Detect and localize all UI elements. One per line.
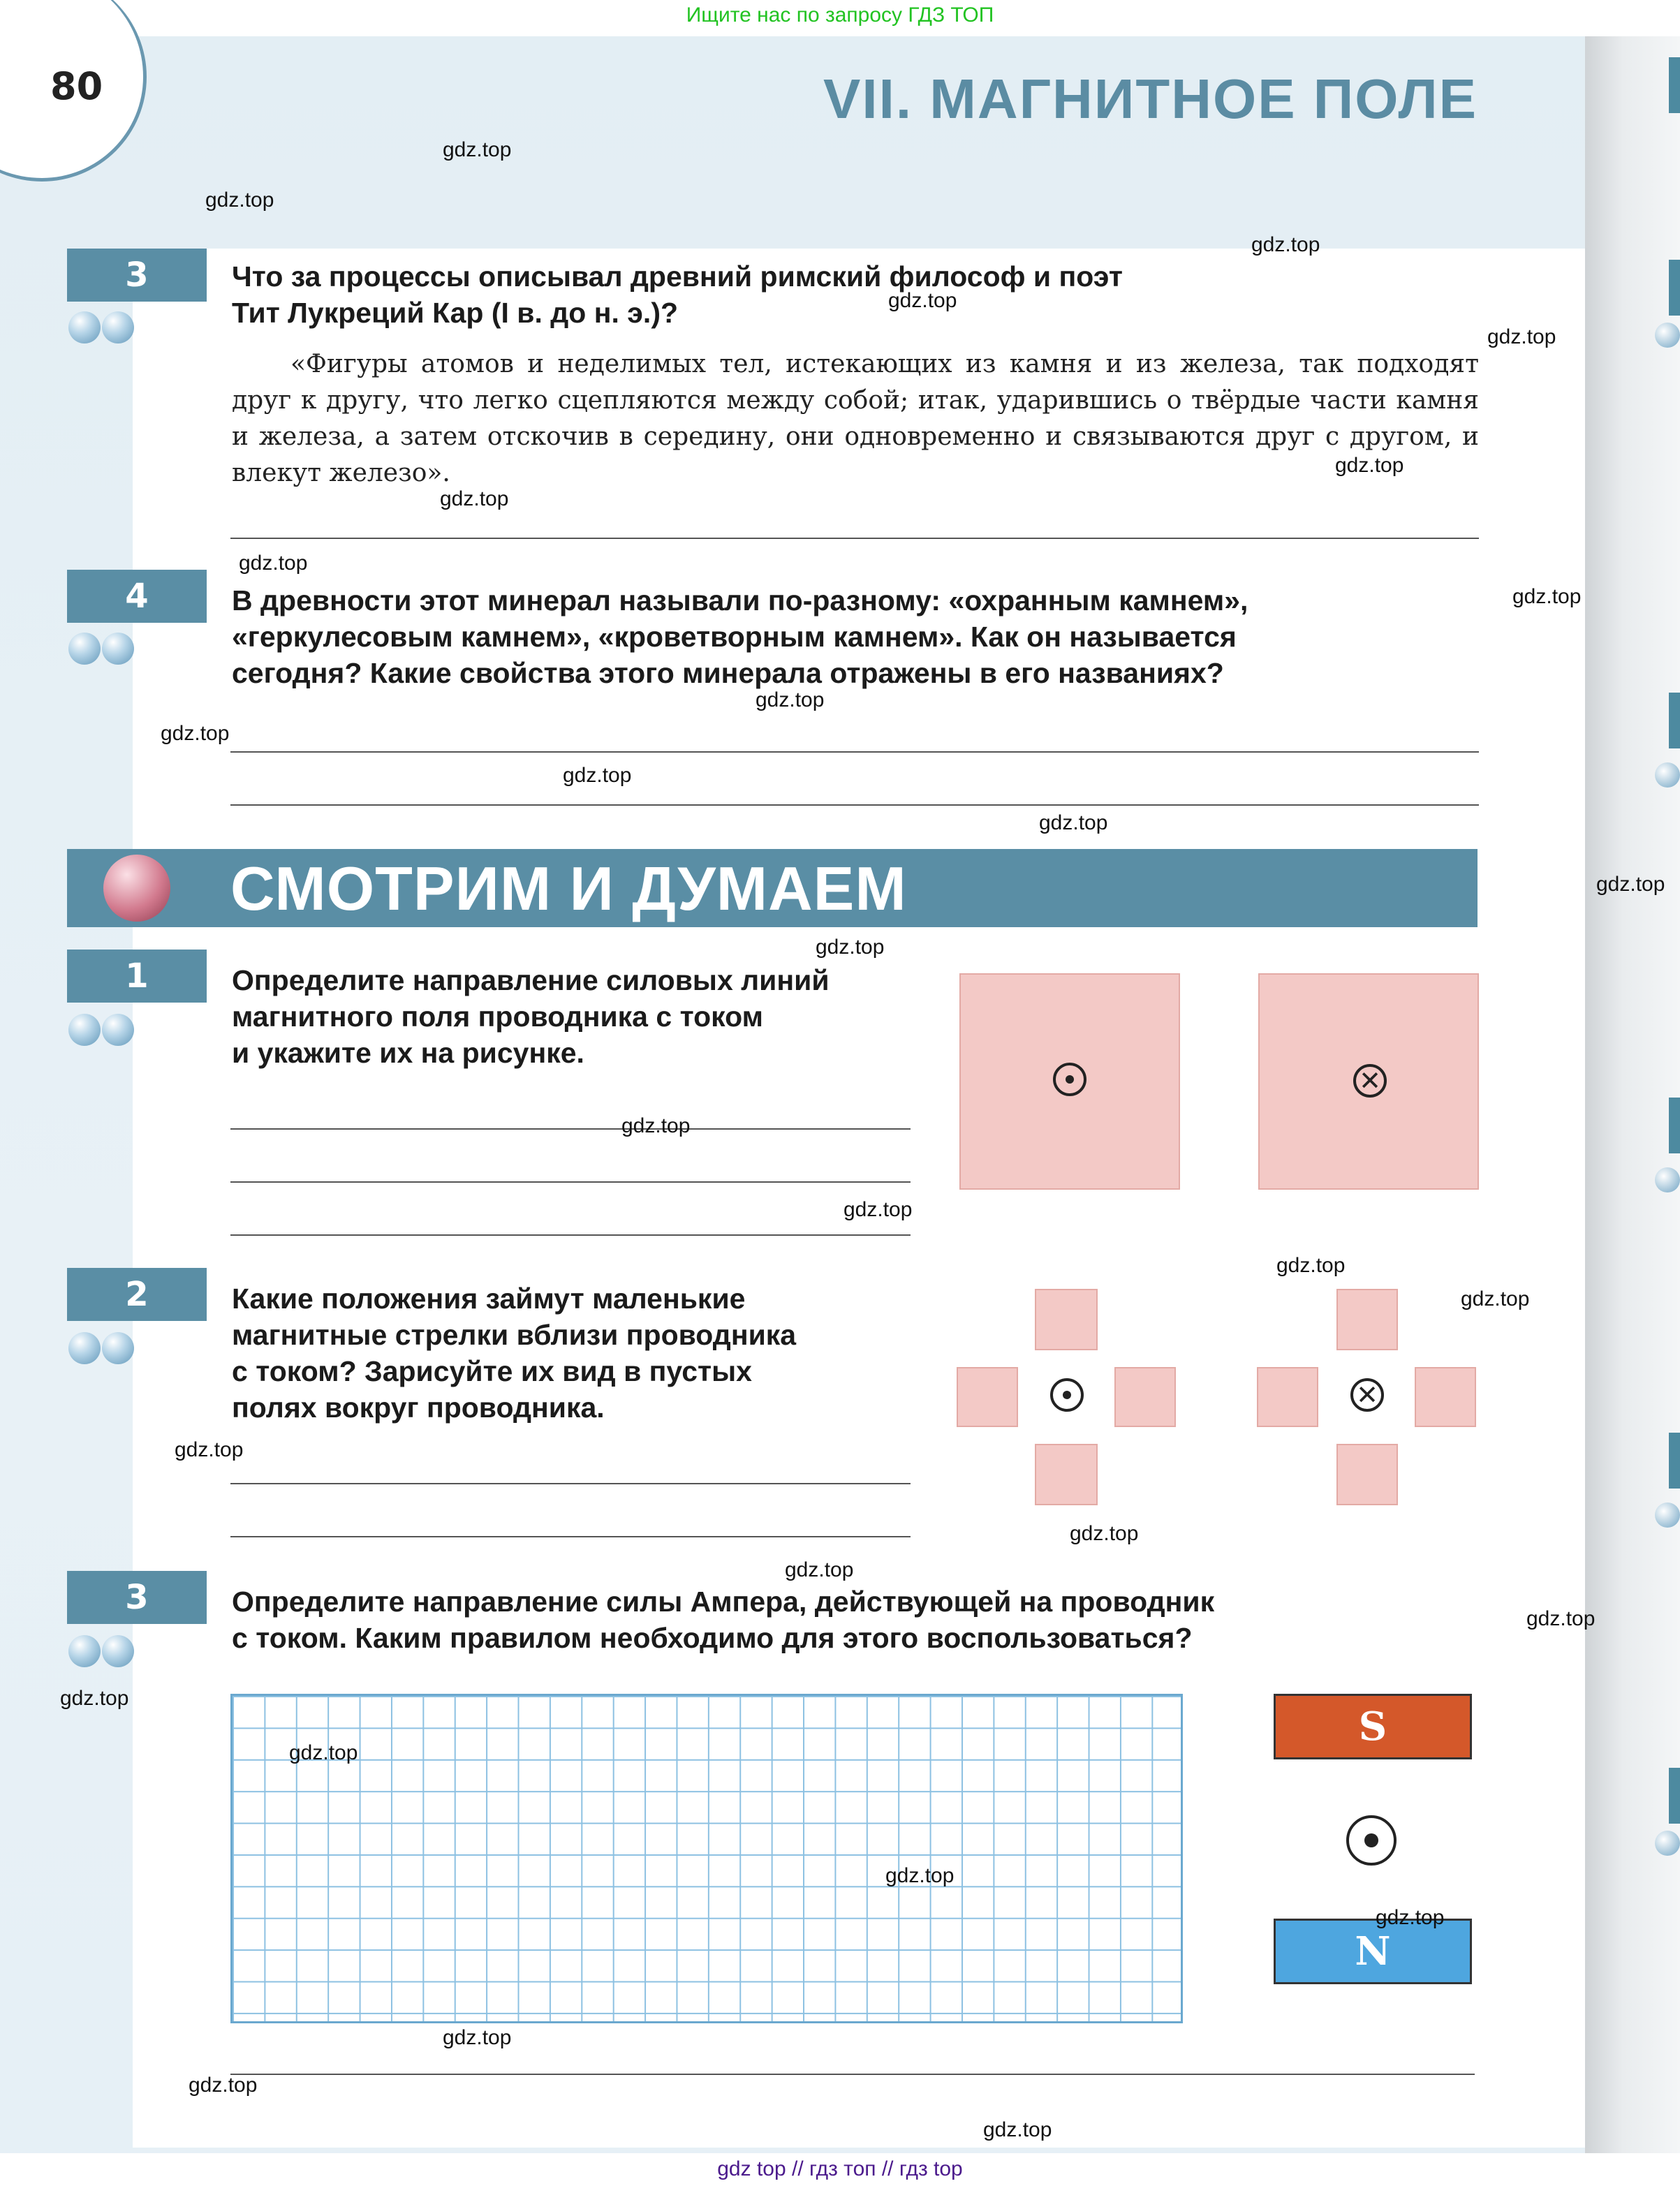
answer-line[interactable] bbox=[230, 751, 1479, 753]
question-line: В древности этот минерал называли по-разному: «охранным камнем», bbox=[232, 584, 1248, 616]
question-line: Что за процессы описывал древний римский философ и поэт bbox=[232, 260, 1123, 293]
watermark: gdz.top bbox=[888, 289, 957, 312]
task-question bbox=[232, 1280, 796, 1426]
task-number-badge: 4 bbox=[67, 570, 207, 623]
watermark: gdz.top bbox=[1526, 1607, 1596, 1630]
watermark: gdz.top bbox=[621, 1114, 691, 1137]
adjacent-page-edge bbox=[1585, 36, 1680, 2153]
current-out-icon bbox=[1050, 1378, 1084, 1412]
watermark: gdz.top bbox=[1070, 1522, 1139, 1545]
watermark: gdz.top bbox=[1335, 454, 1404, 477]
adjacent-tab bbox=[1669, 1098, 1680, 1153]
watermark: gdz.top bbox=[440, 487, 509, 510]
chapter-title: VII. МАГНИТНОЕ ПОЛЕ bbox=[823, 68, 1478, 130]
difficulty-icon bbox=[68, 633, 134, 665]
adjacent-tab bbox=[1669, 693, 1680, 748]
adjacent-tab bbox=[1669, 1433, 1680, 1489]
adjacent-tab bbox=[1669, 1768, 1680, 1824]
task-number-badge: 2 bbox=[67, 1268, 207, 1321]
watermark: gdz.top bbox=[1039, 811, 1108, 834]
compass-field-bottom[interactable] bbox=[1035, 1444, 1098, 1505]
watermark: gdz.top bbox=[1376, 1906, 1445, 1929]
watermark: gdz.top bbox=[161, 722, 230, 745]
watermark: gdz.top bbox=[205, 189, 274, 212]
watermark: gdz.top bbox=[563, 764, 632, 787]
answer-line[interactable] bbox=[230, 1128, 911, 1130]
watermark: gdz.top bbox=[983, 2118, 1052, 2141]
question-line: полях вокруг проводника. bbox=[232, 1391, 605, 1424]
question-line: магнитные стрелки вблизи проводника bbox=[232, 1319, 797, 1351]
answer-line[interactable] bbox=[230, 538, 1479, 539]
watermark: gdz.top bbox=[289, 1741, 358, 1764]
question-line: сегодня? Какие свойства этого минерала отражены в его названиях? bbox=[232, 657, 1224, 689]
task-question bbox=[232, 582, 1248, 691]
watermark: gdz.top bbox=[443, 138, 512, 161]
watermark: gdz.top bbox=[1461, 1287, 1530, 1310]
watermark: gdz.top bbox=[1487, 325, 1556, 348]
compass-field-top[interactable] bbox=[1035, 1289, 1098, 1350]
watermark: gdz.top bbox=[785, 1558, 854, 1581]
answer-line[interactable] bbox=[230, 1181, 911, 1183]
answer-line[interactable] bbox=[230, 1234, 911, 1236]
compass-field-left[interactable] bbox=[957, 1367, 1018, 1427]
question-line: Определите направление силовых линий bbox=[232, 964, 830, 996]
watermark: gdz.top bbox=[816, 936, 885, 959]
magnet-north-pole: N bbox=[1274, 1919, 1472, 1984]
section-title: СМОТРИМ И ДУМАЕМ bbox=[230, 854, 907, 923]
watermark: gdz.top bbox=[1512, 585, 1582, 608]
answer-line[interactable] bbox=[230, 804, 1479, 806]
adjacent-ball-icon bbox=[1655, 1831, 1680, 1856]
current-out-icon bbox=[1053, 1063, 1086, 1096]
adjacent-ball-icon bbox=[1655, 1167, 1680, 1192]
watermark: gdz.top bbox=[885, 1864, 955, 1887]
task-question bbox=[232, 962, 830, 1071]
compass-field-right[interactable] bbox=[1114, 1367, 1176, 1427]
question-line: с током? Зарисуйте их вид в пустых bbox=[232, 1355, 752, 1387]
question-line: Какие положения займут маленькие bbox=[232, 1283, 746, 1315]
difficulty-icon bbox=[68, 311, 134, 344]
difficulty-icon bbox=[68, 1014, 134, 1046]
watermark: gdz.top bbox=[443, 2026, 512, 2049]
watermark: gdz.top bbox=[189, 2074, 258, 2097]
task-number-badge: 3 bbox=[67, 249, 207, 302]
top-banner[interactable]: Ищите нас по запросу ГДЗ ТОП bbox=[0, 0, 1680, 36]
magnet-south-pole: S bbox=[1274, 1694, 1472, 1759]
answer-line[interactable] bbox=[230, 1536, 911, 1537]
difficulty-icon bbox=[68, 1332, 134, 1364]
watermark: gdz.top bbox=[1251, 233, 1320, 256]
task-question bbox=[232, 258, 1123, 331]
answer-line[interactable] bbox=[230, 1483, 911, 1484]
adjacent-ball-icon bbox=[1655, 1502, 1680, 1528]
question-line: с током. Каким правилом необходимо для этого воспользоваться? bbox=[232, 1622, 1193, 1654]
question-line: Определите направление силы Ампера, действующей на проводник bbox=[232, 1586, 1215, 1618]
task-number-badge: 1 bbox=[67, 950, 207, 1003]
compass-field-right[interactable] bbox=[1415, 1367, 1476, 1427]
current-in-icon: ✕ bbox=[1350, 1378, 1384, 1412]
watermark: gdz.top bbox=[1596, 873, 1665, 896]
watermark: gdz.top bbox=[756, 688, 825, 711]
question-line: магнитного поля проводника с током bbox=[232, 1000, 763, 1033]
watermark: gdz.top bbox=[60, 1687, 129, 1710]
drawing-grid[interactable] bbox=[230, 1694, 1183, 2023]
watermark: gdz.top bbox=[843, 1198, 913, 1221]
adjacent-ball-icon bbox=[1655, 323, 1680, 348]
task-question bbox=[232, 1583, 1214, 1656]
sphere-icon bbox=[103, 855, 170, 922]
compass-field-bottom[interactable] bbox=[1336, 1444, 1398, 1505]
watermark: gdz.top bbox=[1276, 1254, 1346, 1277]
page-number: 80 bbox=[50, 64, 103, 108]
question-line: «геркулесовым камнем», «кроветворным камнем». Как он называется bbox=[232, 621, 1237, 653]
bottom-banner[interactable]: gdz top // гдз топ // гдз top bbox=[0, 2153, 1680, 2186]
adjacent-tab bbox=[1669, 260, 1680, 316]
answer-line[interactable] bbox=[230, 2074, 1475, 2075]
difficulty-icon bbox=[68, 1635, 134, 1667]
compass-field-left[interactable] bbox=[1257, 1367, 1318, 1427]
current-in-icon: ✕ bbox=[1353, 1064, 1387, 1098]
task-number-badge: 3 bbox=[67, 1571, 207, 1624]
question-line: Тит Лукреций Кар (I в. до н. э.)? bbox=[232, 297, 679, 329]
compass-field-top[interactable] bbox=[1336, 1289, 1398, 1350]
watermark: gdz.top bbox=[175, 1438, 244, 1461]
question-line: и укажите их на рисунке. bbox=[232, 1037, 584, 1069]
watermark: gdz.top bbox=[239, 552, 308, 575]
lucretius-quote: «Фигуры атомов и неделимых тел, истекающих из камня и из железа, так подходят друг к другу, что легко сцепляются между собой; итак, ударившись о твёрдые части камня и железа, а затем отскочив в середину, они одновременно и связываются друг с другом, и влекут железо». bbox=[232, 350, 1479, 487]
adjacent-ball-icon bbox=[1655, 762, 1680, 788]
current-out-icon bbox=[1346, 1815, 1397, 1866]
adjacent-tab bbox=[1669, 57, 1680, 113]
